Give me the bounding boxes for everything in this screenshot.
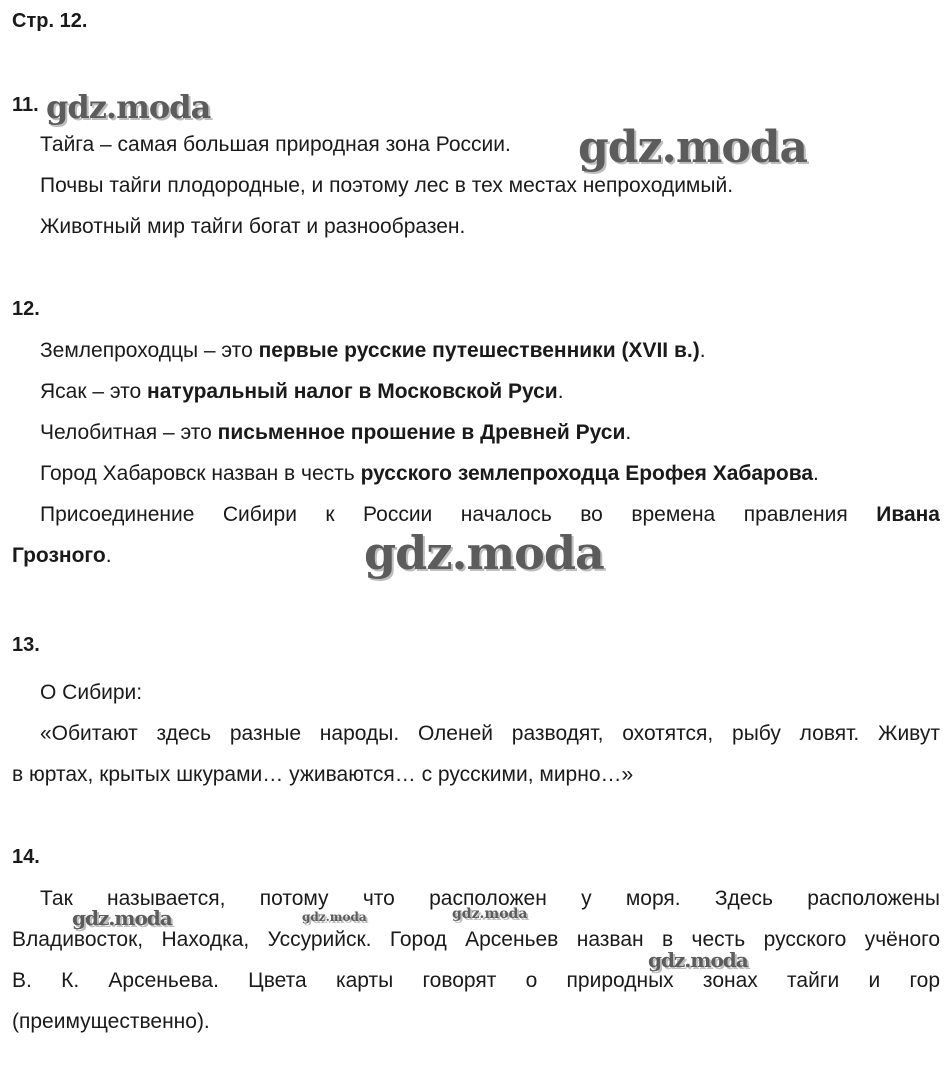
text-line <box>12 494 940 535</box>
text-line: О Сибири: <box>40 681 143 704</box>
watermark-logo: gdz.moda <box>72 906 172 930</box>
text-line: Почвы тайги плодородные, и поэтому лес в тех местах непроходимый. <box>40 174 734 197</box>
definition-answer: первые русские путешественники (XVII в.) <box>258 339 700 362</box>
text-line: в юртах, крытых шкурами… уживаются… с русскими, мирно…» <box>12 763 634 786</box>
definition-line <box>12 453 940 494</box>
section-number: 13. <box>12 634 40 656</box>
section-13 <box>12 624 940 795</box>
definition-term: Ясак – это <box>40 380 148 403</box>
page-header: Стр. 12. <box>12 10 88 32</box>
watermark-logo: gdz.moda <box>302 910 367 924</box>
definition-term: Землепроходцы – это <box>40 339 259 362</box>
text-line: Животный мир тайги богат и разнообразен. <box>40 215 466 238</box>
definition-answer: русского землепроходца Ерофея Хабарова <box>360 462 814 485</box>
text-line: Владивосток, Находка, Уссурийск. Город Арсеньев назван в честь русского учёного <box>12 928 940 951</box>
text-line: Так называется, потому что расположен у моря. Здесь расположены <box>40 887 940 910</box>
punctuation: . <box>699 339 706 362</box>
section-11 <box>12 84 940 247</box>
section-number: 11. <box>12 94 39 116</box>
watermark-logo: gdz.moda <box>452 906 528 922</box>
definition-term: Город Хабаровск назван в честь <box>40 462 361 485</box>
text-line: В. К. Арсеньева. Цвета карты говорят о природных зонах тайги и гор <box>12 969 940 992</box>
punctuation: . <box>105 544 112 567</box>
watermark-logo: gdz.moda <box>46 88 211 126</box>
text-line: «Обитают здесь разные народы. Оленей разводят, охотятся, рыбу ловят. Живут <box>40 722 940 745</box>
definition-answer: натуральный налог в Московской Руси <box>147 380 558 403</box>
watermark-logo: gdz.moda <box>648 948 748 972</box>
text-line: (преимущественно). <box>12 1010 210 1033</box>
section-number: 14. <box>12 846 40 868</box>
punctuation: . <box>557 380 564 403</box>
answer-text: Ивана <box>876 503 940 526</box>
punctuation: . <box>813 462 819 485</box>
definition-answer: письменное прошение в Древней Руси <box>217 421 626 444</box>
definition-line <box>12 412 940 453</box>
text-line <box>12 535 940 576</box>
text-span: Присоединение Сибири к России началось во времена правления <box>40 503 877 526</box>
definition-line <box>12 371 940 412</box>
section-12 <box>12 288 940 576</box>
section-14 <box>12 836 940 1042</box>
punctuation: . <box>625 421 632 444</box>
watermark-logo: gdz.moda <box>364 526 604 580</box>
definition-line <box>12 330 940 371</box>
section-number: 12. <box>12 298 40 320</box>
watermark-logo: gdz.moda <box>578 122 808 173</box>
definition-term: Челобитная – это <box>40 421 218 444</box>
answer-text: Грозного <box>12 544 106 567</box>
text-line: Тайга – самая большая природная зона России. <box>40 133 511 156</box>
